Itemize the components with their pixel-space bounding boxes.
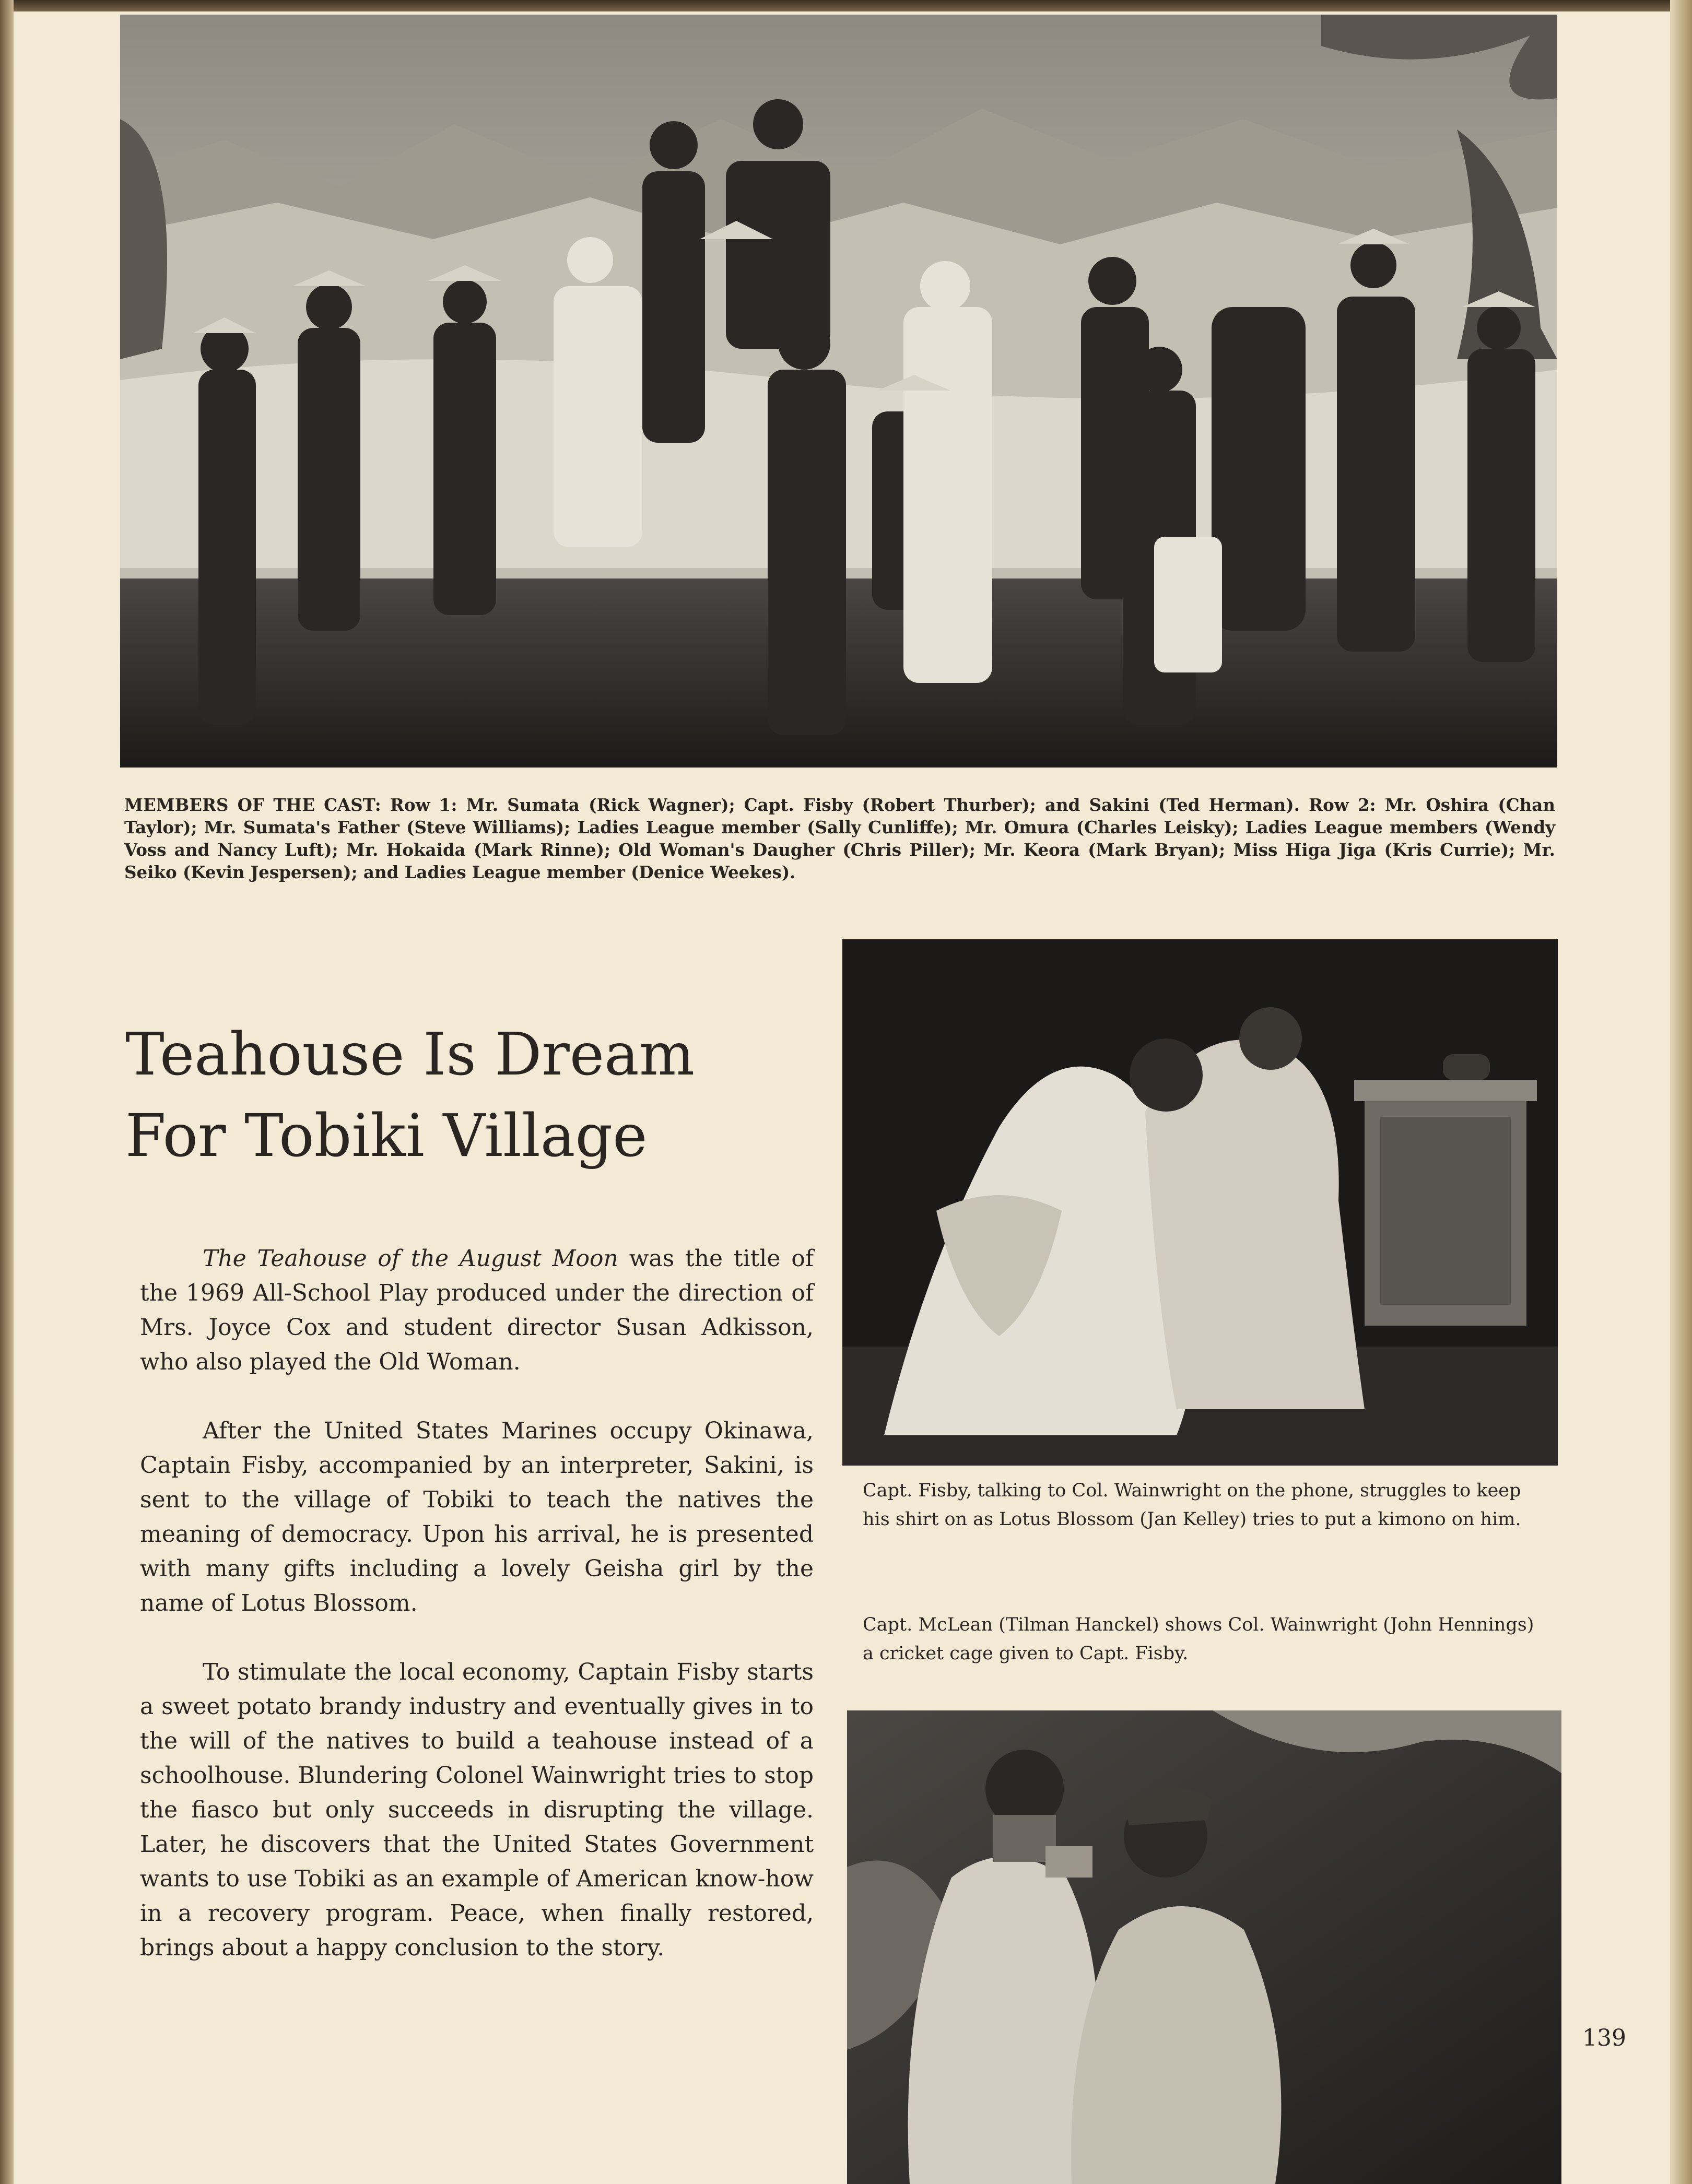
- article-body: [140, 1242, 814, 2000]
- paragraph-1: [140, 1242, 814, 1379]
- paragraph-1-text: was the title of the 1969 All-School Play produced under the direction of Mrs. Joyce Cox and student director Susan Adkisson, who also played the Old Woman.: [140, 1245, 814, 1375]
- page-edge-top: [0, 0, 1692, 11]
- article-headline: [125, 1014, 815, 1177]
- headline-line-2: For Tobiki Village: [125, 1102, 648, 1170]
- paragraph-3: To stimulate the local economy, Captain Fisby starts a sweet potato brandy industry and eventually gives in to the will of the natives to build a teahouse instead of a schoolhouse. Blundering Colonel Wainwright tries to stop the fiasco but only succeeds in disrupting the village. Later, he discovers that the United States Government wants to use Tobiki as an example of American know-how in a recovery program. Peace, when finally restored, brings about a happy conclusion to the story.: [140, 1659, 814, 1961]
- cricket-cage-photo: [847, 1710, 1561, 2184]
- paragraph-2: After the United States Marines occupy Okinawa, Captain Fisby, accompanied by an interpreter, Sakini, is sent to the village of Tobiki to teach the natives the meaning of democracy. Upon his arrival, he is presented with many gifts including a lovely Geisha girl by the name of Lotus Blossom.: [140, 1418, 814, 1616]
- cast-photo-caption: MEMBERS OF THE CAST: Row 1: Mr. Sumata (Rick Wagner); Capt. Fisby (Robert Thurber); and Sakini (Ted Herman). Row 2: Mr. Oshira (Chan Taylor); Mr. Sumata's Father (Steve Williams); Ladies League member (Sally Cunliffe); Mr. Omura (Charles Leisky); Ladies League members (Wendy Voss and Nancy Luft); Mr. Hokaida (Mark Rinne); Old Woman's Daugher (Chris Piller); Mr. Keora (Mark Bryan); Miss Higa Jiga (Kris Currie); Mr. Seiko (Kevin Jespersen); and Ladies League member (Denice Weekes).: [124, 795, 1555, 882]
- cast-photo: [120, 15, 1557, 768]
- page-edge-left: [0, 0, 14, 2184]
- kimono-photo-caption: Capt. Fisby, talking to Col. Wainwright on the phone, struggles to keep his shirt on as Lotus Blossom (Jan Kelley) tries to put a kimono on him.: [863, 1480, 1521, 1530]
- page-edge-right: [1670, 0, 1692, 2184]
- headline-line-1: Teahouse Is Dream: [125, 1021, 695, 1089]
- page-number: 139: [1582, 2025, 1626, 2051]
- play-title: The Teahouse of the August Moon: [203, 1245, 618, 1272]
- cricket-photo-caption: Capt. McLean (Tilman Hanckel) shows Col. Wainwright (John Hennings) a cricket cage given to Capt. Fisby.: [863, 1614, 1534, 1664]
- kimono-scene-photo: [842, 939, 1558, 1466]
